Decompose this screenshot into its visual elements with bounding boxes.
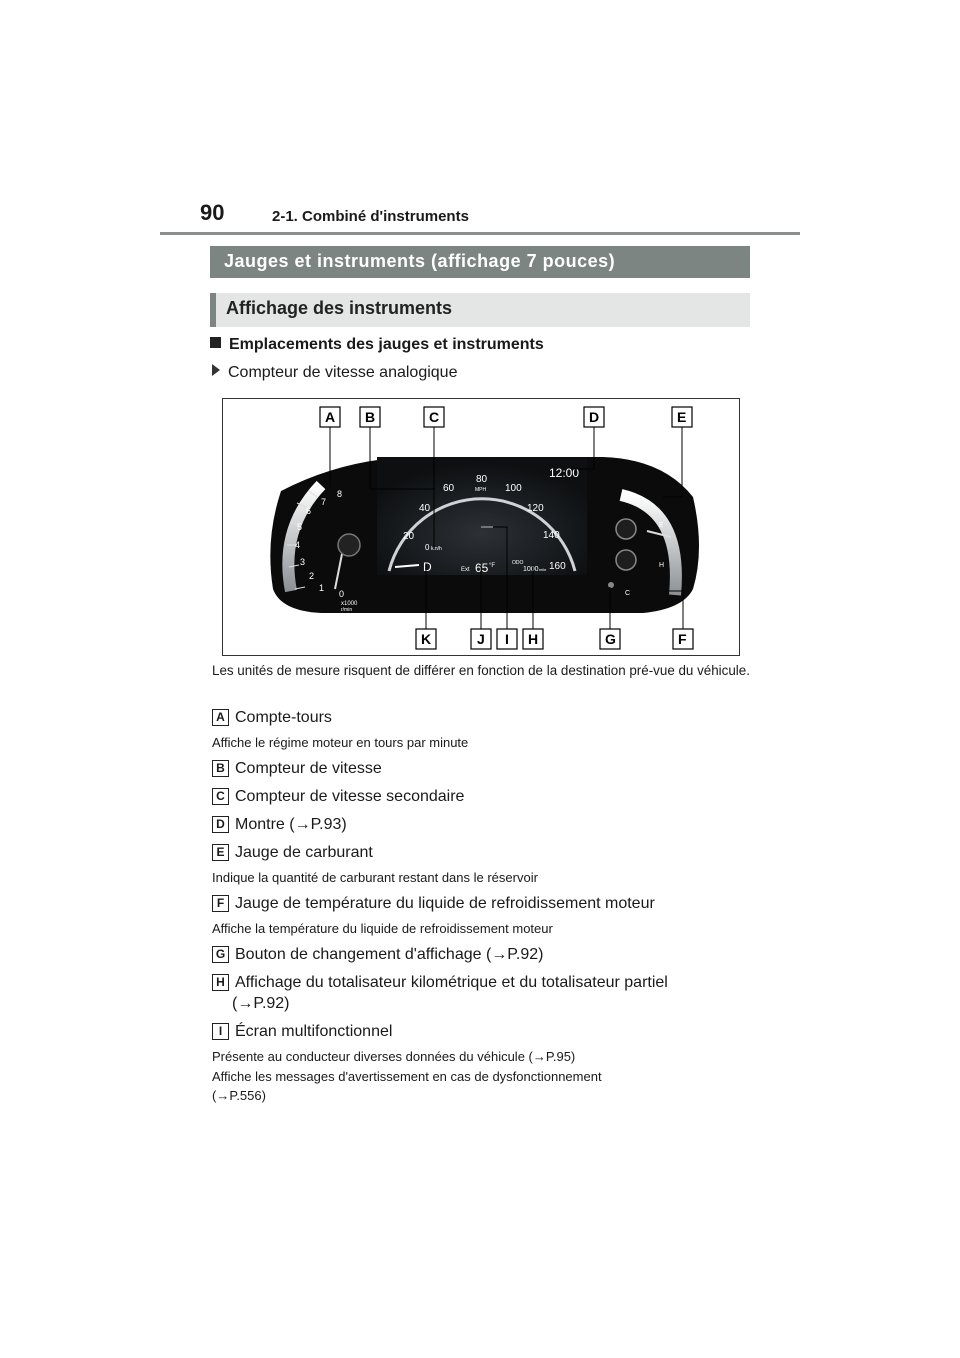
speed-label-140: 140 (543, 530, 560, 541)
tacho-label-0: 0 (339, 589, 345, 599)
odo-value: 1000 (523, 566, 539, 573)
badge-g: G (212, 946, 229, 963)
odo-unit: mile (539, 567, 547, 572)
gear-indicator: D (423, 560, 432, 574)
speed-label-120: 120 (527, 503, 544, 514)
callout-b: B (365, 409, 376, 425)
callout-c: C (429, 409, 440, 425)
item-e-desc: Indique la quantité de carburant restant dans le réservoir (212, 870, 538, 885)
item-h (212, 974, 668, 992)
tacho-label-1: 1 (319, 583, 325, 593)
item-i-desc3: (→P.556) (212, 1088, 266, 1103)
item-c (212, 788, 464, 806)
item-e (212, 844, 373, 862)
item-i-label: Écran multifonctionnel (235, 1023, 393, 1040)
item-e-label: Jauge de carburant (235, 844, 373, 861)
badge-h: H (212, 974, 229, 991)
badge-b: B (212, 760, 229, 777)
item-c-label: Compteur de vitesse secondaire (235, 788, 465, 805)
badge-c: C (212, 788, 229, 805)
callout-k: K (421, 631, 432, 647)
speed-unit-kmh: km/h (431, 546, 442, 552)
odo-label: ODO (512, 560, 524, 566)
subsection-band (210, 293, 750, 327)
ext-temp: 65 (475, 561, 489, 575)
tacho-label-5: 5 (297, 522, 303, 532)
item-h-label: Affichage du totalisateur kilométrique et du totalisateur partiel (235, 974, 668, 991)
display-change-button-icon (608, 582, 614, 588)
left-knob (338, 534, 360, 556)
page-number: 90 (200, 200, 225, 225)
ext-unit: °F (489, 563, 496, 569)
speed-label-20: 20 (403, 531, 415, 542)
chapter-title: 2-1. Combiné d'instruments (272, 208, 469, 225)
speed-label-40: 40 (419, 503, 431, 514)
fuel-mark-e: E (659, 522, 664, 529)
badge-f: F (212, 895, 229, 912)
tacho-unit: x1000 (341, 601, 358, 607)
speed-unit-mph: MPH (475, 487, 487, 493)
badge-d: D (212, 816, 229, 833)
tacho-label-8: 8 (337, 489, 343, 499)
callout-e: E (677, 409, 687, 425)
item-g (212, 946, 543, 964)
item-i-desc2: Affiche les messages d'avertissement en cas de dysfonctionnement (212, 1069, 602, 1084)
fuel-gauge-icon (616, 519, 636, 539)
callout-a: A (325, 409, 336, 425)
subheading-text: Compteur de vitesse analogique (228, 364, 458, 381)
tacho-label-2: 2 (309, 571, 315, 581)
fuel-mark-f: F (625, 494, 630, 501)
heading (210, 336, 544, 354)
instrument-cluster-illustration (223, 399, 739, 655)
speed-label-80: 80 (476, 474, 488, 485)
speed-label-0: 0 (425, 543, 430, 552)
badge-i: I (212, 1023, 229, 1040)
speed-label-60: 60 (443, 483, 455, 494)
item-f-label: Jauge de température du liquide de refroidissement moteur (235, 895, 655, 912)
callout-g: G (605, 631, 616, 647)
item-a-label: Compte-tours (235, 709, 332, 726)
section-band (210, 246, 750, 278)
badge-e: E (212, 844, 229, 861)
item-f-desc: Affiche la température du liquide de refroidissement moteur (212, 921, 553, 936)
tacho-label-6: 6 (306, 506, 312, 516)
tacho-label-3: 3 (300, 557, 306, 567)
item-g-label: Bouton de changement d'affichage (→P.92) (235, 946, 544, 963)
speed-label-100: 100 (505, 483, 522, 494)
callout-d: D (589, 409, 600, 425)
item-b-label: Compteur de vitesse (235, 760, 382, 777)
callout-i: I (505, 631, 509, 647)
units-note: Les unités de mesure risquent de différer en fonction de la destination pré-vue du véhicule. (212, 663, 750, 678)
badge-a: A (212, 709, 229, 726)
speed-label-160: 160 (549, 561, 566, 572)
ext-label: Ext (461, 567, 470, 573)
square-bullet-icon (210, 337, 221, 348)
item-d (212, 816, 347, 834)
tacho-label-4: 4 (295, 540, 301, 550)
callout-j: J (477, 631, 485, 647)
subheading (212, 364, 457, 382)
item-a-desc: Affiche le régime moteur en tours par minute (212, 735, 469, 750)
instrument-figure (222, 398, 740, 656)
temp-mark-h: H (659, 562, 665, 569)
item-f (212, 895, 655, 913)
temp-gauge-icon (616, 550, 636, 570)
item-i-desc: Présente au conducteur diverses données du véhicule (→P.95) (212, 1049, 576, 1064)
subsection-title: Affichage des instruments (226, 298, 453, 318)
item-i (212, 1023, 392, 1041)
section-title: Jauges et instruments (affichage 7 pouces) (224, 251, 616, 271)
clock: 12:00 (549, 466, 580, 480)
callout-f: F (678, 631, 687, 647)
item-b (212, 760, 382, 778)
header-rule (160, 232, 800, 235)
triangle-bullet-icon (212, 364, 220, 376)
tacho-label-7: 7 (321, 497, 327, 507)
item-d-label: Montre (→P.93) (235, 816, 347, 833)
item-h-cont: (→P.92) (232, 995, 290, 1012)
heading-text: Emplacements des jauges et instruments (229, 336, 544, 353)
item-a (212, 709, 332, 727)
temp-mark-c: C (625, 590, 631, 597)
tacho-unit2: r/min (341, 607, 353, 613)
callout-h: H (528, 631, 539, 647)
